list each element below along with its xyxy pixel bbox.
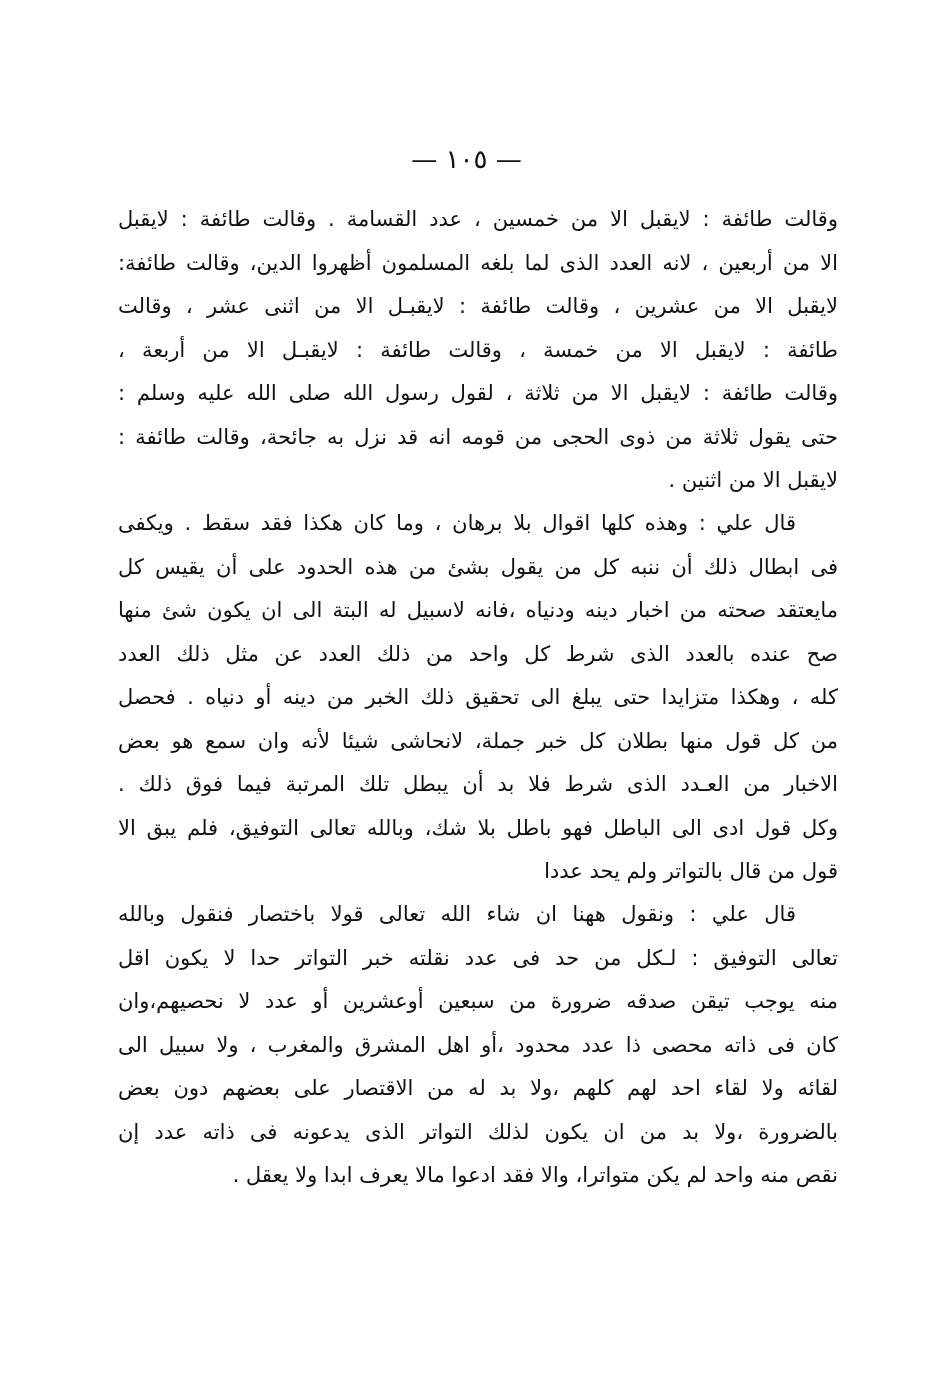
text-line: وقالت طائفة : لايقبل الا من ثلاثة ، لقول رسول الله صلى الله عليه وسلم : — [118, 381, 838, 405]
text-line: بالضرورة ،ولا بد من ان يكون لذلك التواتر الذى يدعونه فى ذاته عدد إن — [118, 1119, 838, 1144]
text-line: صح عنده بالعدد الذى شرط كل واحد من ذلك العدد عن مثل ذلك العدد — [118, 641, 838, 666]
text-line: وكل قول ادى الى الباطل فهو باطل بلا شك، وبالله تعالى التوفيق، فلم يبق الا — [118, 815, 838, 840]
text-line: من كل قول منها بطلان كل خبر جملة، لانحاشى شيئا لأنه وان سمع هو بعض — [118, 728, 838, 753]
text-line: لايقبل الا من اثنين . — [668, 468, 838, 492]
text-line: طائفة : لايقبل الا من خمسة ، وقالت طائفة : لايقبـل الا من أربعة ، — [118, 337, 838, 362]
paragraph-2 — [118, 502, 838, 894]
text-line: قال علي : ونقول ههنا ان شاء الله تعالى قولا باختصار فنقول وبالله — [118, 902, 796, 926]
text-line: قال علي : وهذه كلها اقوال بلا برهان ، وما كان هكذا فقد سقط . ويكفى — [118, 511, 796, 535]
paragraph-1 — [118, 198, 838, 503]
text-line: كان فى ذاته محصى ذا عدد محدود ،أو اهل المشرق والمغرب ، ولا سبيل الى — [118, 1032, 838, 1057]
text-line: الا من أربعين ، لانه العدد الذى لما بلغه المسلمون أظهروا الدين، وقالت طائفة: — [118, 250, 838, 275]
text-line: تعالى التوفيق : لـكل من حد فى عدد نقلته خبر التواتر حدا لا يكون اقل — [118, 945, 838, 970]
text-line: فى ابطال ذلك أن ننبه كل من يقول بشئ من هذه الحدود على أن يقيس كل — [118, 554, 838, 579]
text-line: الاخبار من العـدد الذى شرط فلا بد أن يبطل تلك المرتبة فيما فوق ذلك . — [118, 772, 838, 796]
page-number: — ١٠٥ — — [411, 145, 522, 175]
text-line: لقائه ولا لقاء احد لهم كلهم ،ولا بد له من الاقتصار على بعضهم دون بعض — [118, 1076, 838, 1100]
paragraph-3 — [118, 893, 838, 1198]
text-line: كله ، وهكذا متزايدا حتى يبلغ الى تحقيق ذلك الخبر من دينه أو دنياه . فحصل — [118, 685, 838, 709]
text-line: قول من قال بالتواتر ولم يحد عددا — [544, 859, 838, 883]
text-line: منه يوجب تيقن صدقه ضرورة من سبعين أوعشرين أو عدد لا نحصيهم،وان — [118, 989, 838, 1013]
text-line: حتى يقول ثلاثة من ذوى الحجى من قومه انه قد نزل به جائحة، وقالت طائفة : — [118, 424, 838, 449]
text-line: نقص منه واحد لم يكن متواترا، والا فقد ادعوا مالا يعرف ابدا ولا يعقل . — [232, 1163, 838, 1187]
text-line: لايقبل الا من عشرين ، وقالت طائفة : لايقبـل الا من اثنى عشر ، وقالت — [118, 294, 838, 318]
text-line: مايعتقد صحته من اخبار دينه ودنياه ،فانه لاسبيل له البتة الى ان يكون شئ منها — [118, 598, 838, 622]
text-line: وقالت طائفة : لايقبل الا من خمسين ، عدد القسامة . وقالت طائفة : لايقبل — [118, 207, 838, 231]
